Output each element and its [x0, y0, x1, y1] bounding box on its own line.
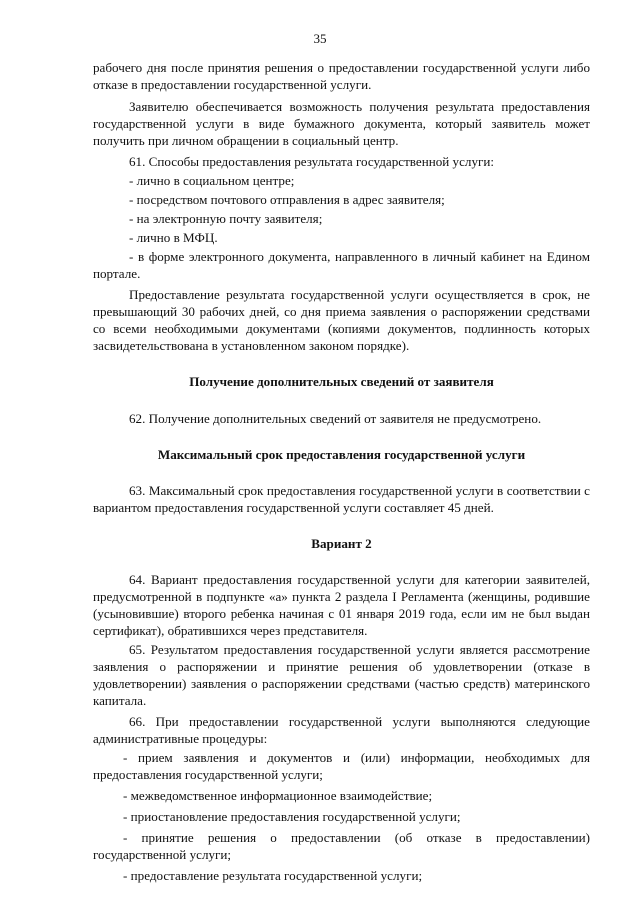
page-number: 35 — [313, 31, 327, 46]
paragraph: 66. При предоставлении государственной услуги выполняются следующие административные процедуры: — [93, 714, 590, 746]
section-heading: Максимальный срок предоставления государственной услуги — [157, 447, 526, 462]
paragraph: Заявителю обеспечивается возможность получения результата предоставления государственной услуги в виде бумажного документа, который заявитель может получить при личном обращении в социальный центр. — [93, 99, 590, 148]
paragraph: 61. Способы предоставления результата государственной услуги: — [129, 154, 495, 169]
section-heading: Получение дополнительных сведений от заявителя — [189, 374, 494, 389]
list-item: - прием заявления и документов и (или) информации, необходимых для предоставления государственной услуги; — [93, 750, 590, 782]
paragraph: 64. Вариант предоставления государственной услуги для категории заявителей, предусмотренной в подпункте «а» пункта 2 раздела I Регламента (женщины, родившие (усыновившие) второго ребенка начиная с 01 января 2019 года, если им не был выдан сертификат), обратившихся через представителя. — [93, 572, 590, 638]
list-item: - межведомственное информационное взаимодействие; — [123, 788, 433, 803]
paragraph: 63. Максимальный срок предоставления государственной услуги в соответствии с вариантом предоставления государственной услуги составляет 45 дней. — [93, 483, 590, 515]
list-item: - принятие решения о предоставлении (об отказе в предоставлении) государственной услуги; — [93, 830, 590, 862]
paragraph: рабочего дня после принятия решения о предоставлении государственной услуги либо отказе в предоставлении государственной услуги. — [93, 60, 590, 92]
list-item: - лично в МФЦ. — [129, 230, 218, 245]
list-item: - приостановление предоставления государственной услуги; — [123, 809, 461, 824]
document-body — [93, 59, 590, 884]
paragraph: 62. Получение дополнительных сведений от заявителя не предусмотрено. — [129, 411, 542, 426]
list-item: - предоставление результата государственной услуги; — [123, 868, 423, 883]
paragraph: 65. Результатом предоставления государственной услуги является рассмотрение заявления о распоряжении и принятие решения об удовлетворении (отказе в удовлетворении) заявления о распоряжении средствами (частью средств) материнского капитала. — [93, 642, 590, 708]
list-item: - в форме электронного документа, направленного в личный кабинет на Едином портале. — [93, 249, 590, 281]
list-item: - лично в социальном центре; — [129, 173, 295, 188]
list-item: - посредством почтового отправления в адрес заявителя; — [129, 192, 445, 207]
list-item: - на электронную почту заявителя; — [129, 211, 323, 226]
paragraph: Предоставление результата государственной услуги осуществляется в срок, не превышающий 30 рабочих дней, со дня приема заявления о распоряжении средствами со всеми необходимыми документами (копиями документов, подлинность которых засвидетельствована в установленном законом порядке). — [93, 287, 590, 353]
section-heading: Вариант 2 — [311, 536, 372, 551]
